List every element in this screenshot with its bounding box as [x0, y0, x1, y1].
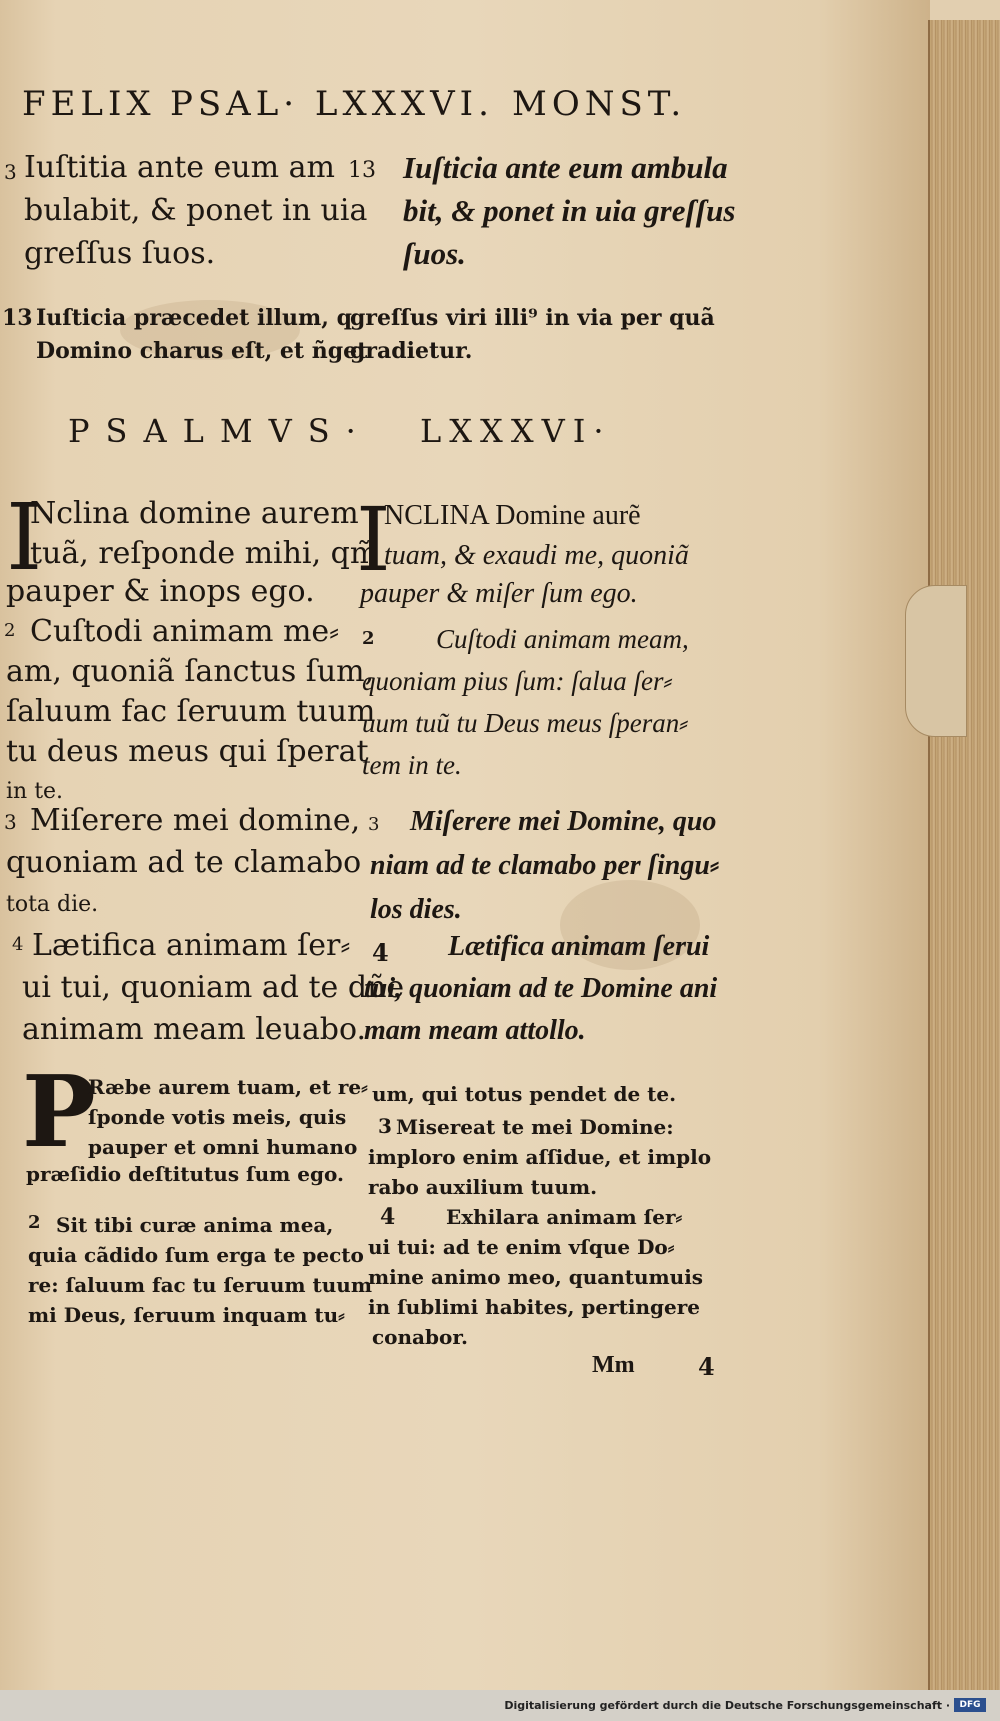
- text-line: præſidio deſtitutus ſum ego.: [26, 1162, 344, 1186]
- text-line: ui tui: ad te enim vſque Do⸗: [368, 1235, 675, 1259]
- text-line: animam meam leuabo.: [22, 1012, 367, 1047]
- verse-number: 3: [378, 1114, 392, 1138]
- dfg-logo: DFG: [954, 1698, 986, 1712]
- text-line: tuam, & exaudi me, quoniã: [384, 540, 689, 571]
- paraphrase-left-v2: [28, 1210, 372, 1330]
- book-clasp: [905, 585, 967, 737]
- text-line: conabor.: [372, 1325, 469, 1349]
- text-line: tu deus meus qui ſperat: [6, 734, 369, 769]
- footer-credit: Digitalisierung gefördert durch die Deutsche Forschungsgemeinschaft ·: [504, 1699, 950, 1712]
- text-line: Iuſticia præcedet illum, q: [36, 305, 353, 331]
- verse-number: 3: [4, 160, 17, 184]
- text-line: re: ſaluum fac tu ſeruum tuum: [28, 1273, 372, 1297]
- text-line: in ſublimi habites, pertingere: [368, 1295, 700, 1319]
- drop-capital: I: [356, 488, 391, 591]
- verse-3-left: [6, 800, 361, 926]
- blackletter-text-left: [36, 302, 367, 368]
- text-line: tui, quoniam ad te Domine ani: [364, 973, 718, 1004]
- running-head-left: FELIX: [22, 84, 156, 124]
- drop-capital: P: [22, 1055, 96, 1170]
- text-line: quia cãdido ſum erga te pecto: [28, 1243, 364, 1267]
- text-line: bit, & ponet in uia greſſus: [403, 193, 736, 228]
- running-head-right: MONST.: [512, 84, 687, 124]
- text-line: quoniam ad te clamabo: [6, 845, 362, 880]
- verse-number: 13: [348, 158, 376, 183]
- text-line: Domino charus eſt, et ñget: [36, 338, 368, 364]
- text-line: mam meam attollo.: [364, 1015, 586, 1046]
- text-line: tuã, reſponde mihi, qm̃: [30, 536, 379, 571]
- paraphrase-right-v4: [368, 1202, 703, 1352]
- text-line: mi Deus, ſeruum inquam tu⸗: [28, 1303, 345, 1327]
- text-line: ſuos.: [403, 236, 466, 271]
- text-line: pauper & miſer ſum ego.: [360, 578, 638, 609]
- text-line: Misereat te mei Domine:: [396, 1115, 674, 1139]
- signature-number: 4: [698, 1352, 715, 1381]
- psalm-heading-right: LXXXVI·: [420, 412, 612, 450]
- verse-number: 4: [12, 934, 24, 955]
- text-line: los dies.: [370, 894, 462, 925]
- paraphrase-left-intro: [88, 1072, 368, 1162]
- text-line: Cuſtodi animam meam,: [436, 624, 689, 654]
- verse-number: 4: [380, 1204, 396, 1230]
- text-line: niam ad te clamabo per ſingu⸗: [370, 850, 720, 881]
- text-line: Lætifica animam ſerui: [448, 931, 710, 962]
- blackletter-text-right: [350, 302, 715, 368]
- verse-4-left: [22, 925, 404, 1051]
- verse-2-right: [362, 618, 689, 786]
- text-line: Iuſticia ante eum ambula: [403, 150, 728, 185]
- text-line: Exhilara animam ſer⸗: [446, 1205, 683, 1229]
- running-head-center: PSAL· LXXXVI.: [170, 84, 494, 124]
- text-line: am, quoniã ſanctus ſum,: [6, 654, 375, 689]
- text-line: um, qui totus pendet de te.: [372, 1082, 677, 1106]
- text-line: ſaluum fac ſeruum tuum: [6, 694, 376, 729]
- paraphrase-right-v3: [368, 1112, 711, 1202]
- verse-1-left: [30, 494, 378, 574]
- text-line: bulabit, & ponet in uia: [24, 193, 368, 228]
- text-line: ui tui, quoniam ad te dñe: [22, 970, 405, 1005]
- text-line: ſponde votis meis, quis: [88, 1105, 347, 1129]
- verse-number: 3: [368, 814, 380, 835]
- text-line: Iuſtitia ante eum am: [24, 150, 335, 185]
- book-edge: [928, 20, 1000, 1700]
- text-line: Lætifica animam ſer⸗: [32, 928, 351, 963]
- latin-text-left: [24, 146, 367, 275]
- verse-4-right: [364, 926, 717, 1052]
- verse-2-left: [6, 612, 376, 812]
- verse-number: 2: [362, 628, 375, 649]
- text-line: tota die.: [6, 892, 99, 917]
- verse-number: 3: [4, 810, 17, 834]
- signature-mark: Mm: [592, 1352, 635, 1378]
- text-line: tem in te.: [362, 750, 462, 780]
- drop-capital: I: [6, 484, 43, 591]
- latin-text-right: [403, 146, 735, 275]
- text-line: pauper & inops ego.: [6, 574, 315, 609]
- text-line: Miſerere mei domine,: [30, 803, 361, 838]
- verse-number: 13: [2, 305, 33, 331]
- text-line: pauper et omni humano: [88, 1135, 358, 1159]
- text-line: uum tuũ tu Deus meus ſperan⸗: [362, 708, 689, 738]
- text-line: Cuſtodi animam me⸗: [30, 614, 340, 649]
- text-line: Nclina domine aurem: [30, 496, 359, 531]
- verse-number: 2: [4, 620, 16, 641]
- text-line: gradietur.: [350, 338, 473, 364]
- text-line: greſſus ſuos.: [24, 236, 216, 271]
- verse-number: 2: [28, 1212, 41, 1233]
- text-line: rabo auxilium tuum.: [368, 1175, 598, 1199]
- text-line: in te.: [6, 779, 64, 804]
- verse-number: 4: [372, 938, 389, 967]
- psalm-heading-left: PSALMVS·: [68, 412, 372, 450]
- verse-1-right-heading: NCLINA Domine aurẽ: [384, 500, 641, 531]
- verse-3-right: [370, 800, 719, 932]
- text-line: Ræbe aurem tuam, et re⸗: [88, 1075, 368, 1099]
- text-line: Sit tibi curæ anima mea,: [56, 1213, 334, 1237]
- text-line: Miſerere mei Domine, quo: [410, 806, 717, 837]
- text-line: quoniam pius ſum: ſalua ſer⸗: [362, 666, 673, 696]
- text-line: imploro enim aſſidue, et implo: [368, 1145, 712, 1169]
- text-line: mine animo meo, quantumuis: [368, 1265, 704, 1289]
- text-line: greſſus viri illi⁹ in via per quã: [350, 305, 715, 331]
